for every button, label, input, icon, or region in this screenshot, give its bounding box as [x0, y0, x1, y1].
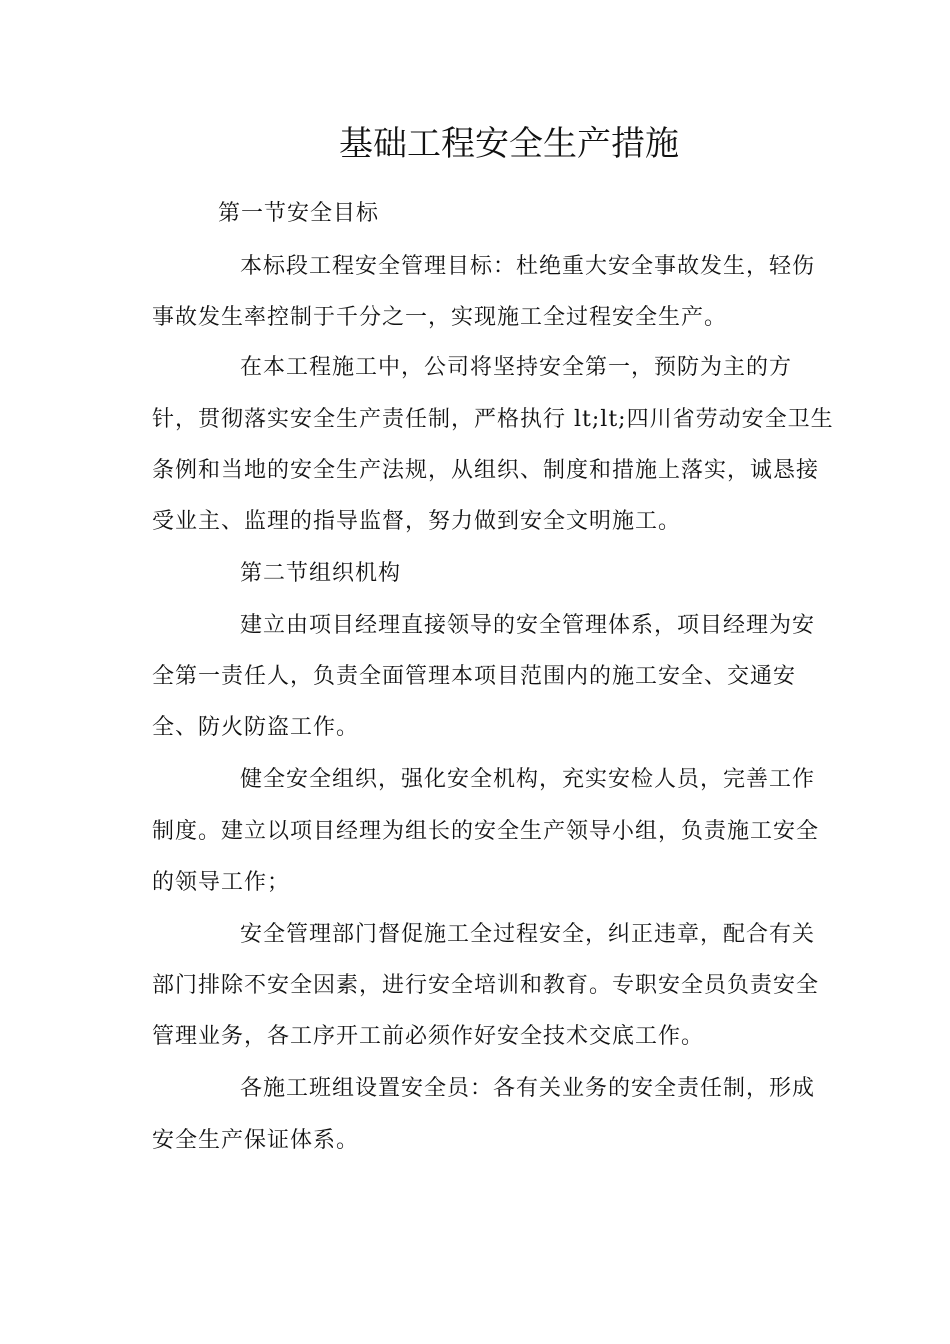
section-heading: 第一节安全目标	[218, 201, 380, 226]
document-title: 基础工程安全生产措施	[339, 124, 679, 164]
paragraph-line: 各施工班组设置安全员：各有关业务的安全责任制，形成	[240, 1076, 816, 1101]
section-heading: 第二节组织机构	[240, 561, 402, 586]
paragraph-line: 建立由项目经理直接领导的安全管理体系，项目经理为安	[240, 613, 816, 638]
paragraph-line: 事故发生率控制于千分之一，实现施工全过程安全生产。	[152, 305, 728, 330]
paragraph-line: 管理业务，各工序开工前必须作好安全技术交底工作。	[152, 1024, 705, 1049]
paragraph-line: 制度。建立以项目经理为组长的安全生产领导小组，负责施工安全	[152, 819, 820, 844]
paragraph-line: 在本工程施工中，公司将坚持安全第一，预防为主的方	[240, 355, 793, 380]
paragraph-line: 健全安全组织，强化安全机构，充实安检人员，完善工作	[240, 767, 816, 792]
paragraph-line: 安全管理部门督促施工全过程安全，纠正违章，配合有关	[240, 922, 816, 947]
paragraph-line: 受业主、监理的指导监督，努力做到安全文明施工。	[152, 509, 682, 534]
paragraph-line: 的领导工作；	[152, 870, 291, 895]
paragraph-line: 条例和当地的安全生产法规，从组织、制度和措施上落实，诚恳接	[152, 458, 820, 483]
paragraph-line: 全第一责任人，负责全面管理本项目范围内的施工安全、交通安	[152, 664, 797, 689]
paragraph-line: 全、防火防盗工作。	[152, 715, 360, 740]
paragraph-line: 安全生产保证体系。	[152, 1128, 360, 1153]
paragraph-line: 部门排除不安全因素，进行安全培训和教育。专职安全员负责安全	[152, 973, 820, 998]
paragraph-line: 针，贯彻落实安全生产责任制，严格执行 lt;lt;四川省劳动安全卫生	[152, 407, 834, 432]
paragraph-line: 本标段工程安全管理目标：杜绝重大安全事故发生，轻伤	[240, 254, 816, 279]
